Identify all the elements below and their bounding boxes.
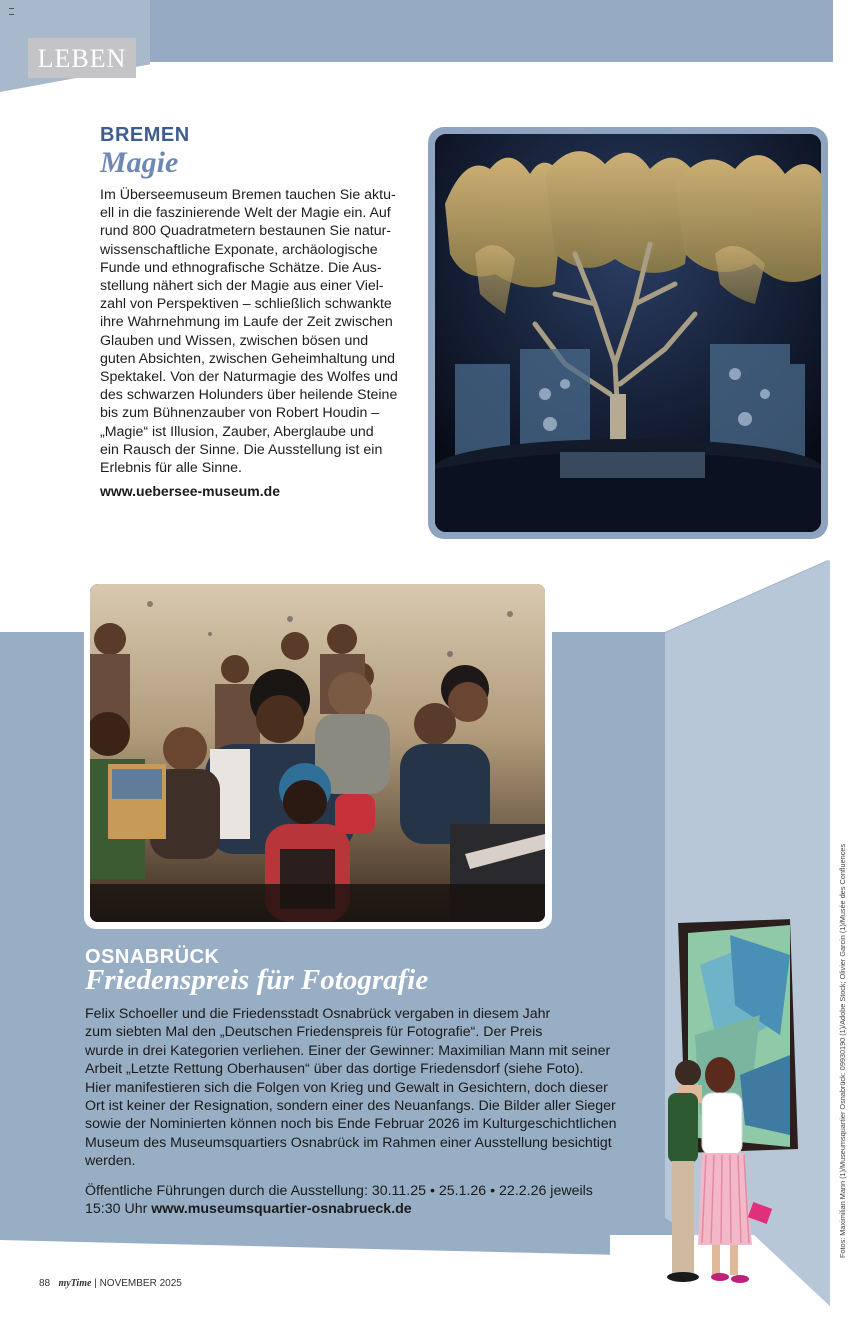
menu-icon (9, 8, 14, 15)
body-line: sowie der Nominierten können noch bis Ende Februar 2026 im Kulturgeschichtlichen (85, 1116, 617, 1133)
body-line: Erlebnis für alle Sinne. (100, 460, 242, 477)
body-line: rund 800 Quadratmetern bestaunen Sie natur- (100, 223, 392, 240)
museum-exhibition-photo (435, 134, 821, 532)
body-line: wissenschaftliche Exponate, archäologische (100, 241, 378, 258)
body-line: Museum des Museumsquartiers Osnabrück im Rahmen einer Ausstellung besichtigt (85, 1134, 612, 1151)
osnabrueck-article-body (85, 1005, 655, 1171)
magazine-brand: myTime (58, 1278, 92, 1289)
body-line: „Magie“ ist Illusion, Zauber, Aberglaube und (100, 423, 374, 440)
body-line: des schwarzen Holunders über heilende Steine (100, 387, 398, 404)
issue-date: | NOVEMBER 2025 (94, 1278, 182, 1289)
osnabrueck-tours-info (85, 1182, 655, 1219)
bremen-article-body (100, 186, 410, 477)
body-line: ell in die faszinierende Welt der Magie ein. Auf (100, 205, 391, 222)
bremen-city-heading: BREMEN (100, 124, 190, 146)
body-line: Spektakel. Von der Naturmagie des Wolfes und (100, 369, 398, 386)
photo-credits: Fotos: Maximilian Mann (1)/Museumsquartier Osnabrück: 09930190 (1)/Adobe Stock; Olivier Garcin (1)/Musée des Confluences (838, 843, 847, 1258)
osnabrueck-city-heading: OSNABRÜCK (85, 946, 220, 968)
body-line: Arbeit „Letzte Rettung Oberhausen“ über das dortige Friedensdorf (siehe Foto). (85, 1061, 584, 1078)
body-line: Funde und ethnografische Schätze. Die Aus- (100, 259, 382, 276)
body-line: stellung nähert sich der Magie aus einer Viel- (100, 278, 384, 295)
bremen-article-title: Magie (100, 146, 179, 179)
body-line: ihre Wahrnehmung im Laufe der Zeit zwischen (100, 314, 393, 331)
osnabrueck-article-title: Friedenspreis für Fotografie (85, 964, 429, 996)
body-line: guten Absichten, zwischen Geheimhaltung und (100, 350, 395, 367)
tours-dates: Öffentliche Führungen durch die Ausstellung: 30.11.25 • 25.1.26 • 22.2.26 jeweils (85, 1183, 593, 1199)
bremen-website-link[interactable]: www.uebersee-museum.de (100, 483, 280, 499)
body-line: Im Überseemuseum Bremen tauchen Sie aktu- (100, 187, 396, 203)
body-line: ein Rausch der Sinne. Die Ausstellung ist ein (100, 441, 383, 458)
tours-time: 15:30 Uhr (85, 1201, 152, 1218)
friedensdorf-children-photo (90, 584, 545, 922)
body-line: wurde in drei Kategorien verliehen. Einer der Gewinner: Maximilian Mann mit seiner (85, 1042, 611, 1059)
osnabrueck-website-link[interactable]: www.museumsquartier-osnabrueck.de (151, 1201, 412, 1218)
body-line: Glauben und Wissen, zwischen bösen und (100, 332, 369, 349)
body-line: zum siebten Mal den „Deutschen Friedenspreis für Fotografie“. Der Preis (85, 1024, 543, 1041)
tours-time-line (85, 1200, 655, 1218)
page-number: 88 (39, 1278, 51, 1289)
body-line: Hier manifestieren sich die Folgen von Krieg und Gewalt in Gesichtern, doch dieser (85, 1079, 608, 1096)
body-line: zahl von Perspektiven – schließlich schwankte (100, 296, 392, 313)
section-label: LEBEN (28, 38, 136, 78)
body-line: bis zum Bühnenzauber von Robert Houdin – (100, 405, 380, 422)
page-footer (39, 1278, 182, 1289)
body-line: Felix Schoeller und die Friedensstadt Osnabrück vergaben in diesem Jahr (85, 1006, 551, 1022)
gallery-visitors-illustration (640, 915, 810, 1300)
body-line: werden. (85, 1153, 136, 1170)
body-line: Ort ist keiner der Resignation, sondern einer des Neuanfangs. Die Bilder aller Sieger (85, 1098, 616, 1115)
